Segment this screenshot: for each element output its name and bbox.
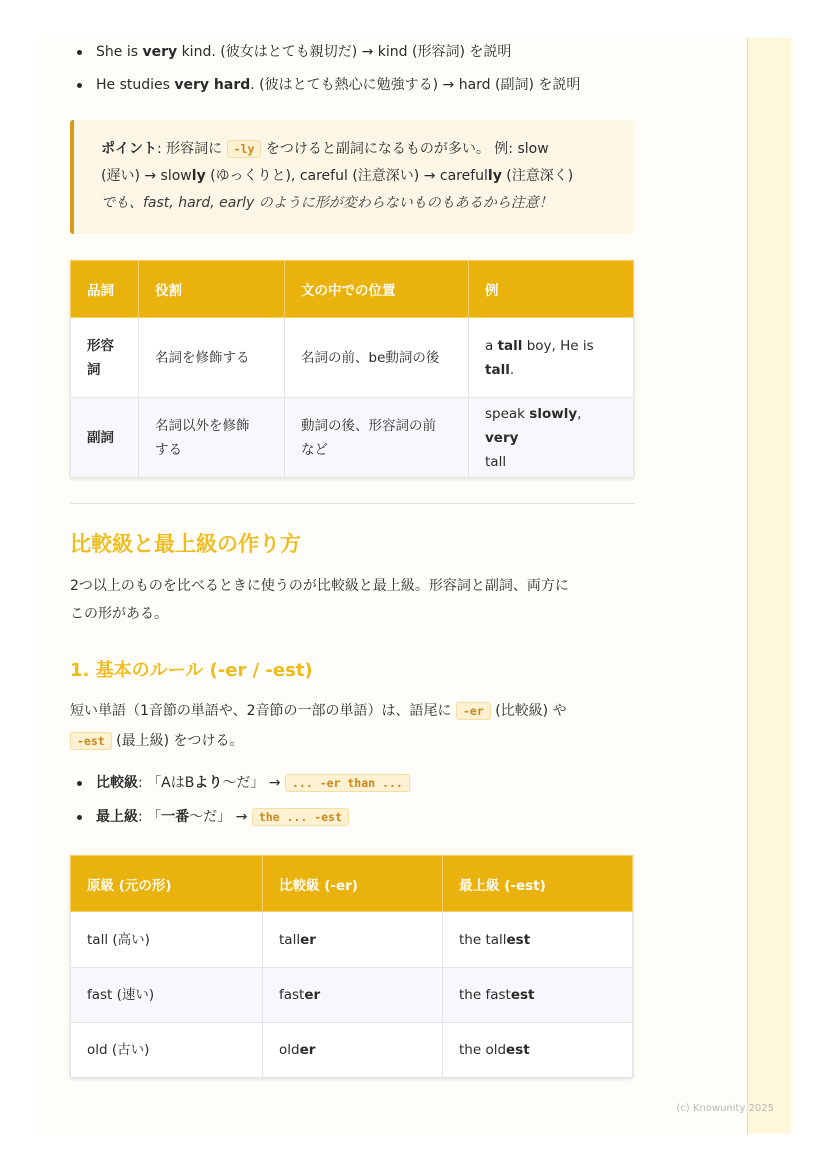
table-cell	[263, 968, 443, 1023]
list-item	[70, 75, 580, 95]
text: (遅い) → slow	[101, 168, 192, 184]
bold-text: er	[300, 931, 316, 948]
table-cell	[71, 318, 139, 398]
bold-text: ly	[191, 168, 206, 184]
section-divider	[70, 503, 635, 504]
inline-code: -er	[456, 702, 491, 720]
margin-bar	[748, 38, 791, 1134]
table-cell	[443, 1023, 633, 1078]
bold-text: est	[506, 931, 531, 948]
table-cell	[443, 968, 633, 1023]
bold-text: very	[485, 429, 519, 446]
italic-text: fast, hard, early	[143, 195, 255, 211]
text: をつけると副詞になるものが多い。 例: slow	[261, 141, 549, 157]
subsection-heading: 1. 基本のルール (-er / -est)	[70, 660, 313, 681]
table-row	[71, 912, 633, 968]
table-cell	[71, 398, 139, 478]
text: ,	[577, 405, 582, 422]
paragraph-line	[70, 696, 635, 726]
paragraph-line	[70, 726, 635, 756]
bold-text: 最上級	[96, 809, 138, 825]
text: a	[485, 337, 498, 354]
text: : 「AはB	[138, 775, 195, 791]
table-cell	[469, 318, 634, 398]
table-cell: fast (速い)	[71, 968, 263, 1023]
table-cell	[263, 912, 443, 968]
text: speak	[485, 405, 530, 422]
table-cell	[285, 398, 469, 478]
bold-text: 比較級	[96, 775, 138, 791]
table-header: 品詞	[71, 261, 139, 318]
table-cell	[443, 912, 633, 968]
table-cell: old (古い)	[71, 1023, 263, 1078]
pos-table-wrapper	[70, 260, 634, 478]
table-row	[71, 1023, 633, 1078]
text: など	[301, 441, 328, 458]
text: (ゆっくりと), careful (注意深い) → careful	[205, 168, 488, 184]
parts-of-speech-table	[70, 260, 634, 478]
table-row	[71, 398, 634, 478]
inline-code: -est	[70, 732, 112, 750]
table-cell: 名詞の前、be動詞の後	[285, 318, 469, 398]
bold-text: er	[304, 987, 321, 1003]
text: . (彼はとても熱心に勉強する) → hard (副詞) を説明	[250, 77, 581, 93]
text: She is	[96, 44, 143, 60]
bold-text: 形容	[87, 337, 114, 354]
text: .	[509, 361, 515, 378]
text: the old	[459, 1042, 507, 1058]
table-cell: tall (高い)	[71, 912, 263, 968]
bold-text: tall	[485, 361, 510, 378]
bold-text: est	[510, 987, 535, 1003]
text: 〜だ」 →	[189, 809, 252, 825]
rule-paragraph	[70, 696, 635, 756]
table-header: 例	[469, 261, 634, 318]
text: kind. (彼女はとても親切だ) → kind (形容詞) を説明	[177, 44, 512, 60]
text: (最上級) をつける。	[111, 733, 244, 749]
list-item	[70, 807, 410, 827]
text: fast	[279, 987, 305, 1003]
bold-text: 詞	[87, 361, 101, 378]
text: the tall	[459, 931, 507, 948]
example-list	[70, 42, 580, 95]
bold-text: slowly	[529, 405, 578, 422]
text: (注意深く)	[501, 168, 574, 184]
table-row	[71, 318, 634, 398]
text: tall	[279, 931, 301, 948]
text: He studies	[96, 77, 175, 93]
text: (比較級) や	[490, 703, 567, 719]
text: 名詞以外を修飾	[155, 417, 250, 434]
list-item	[70, 42, 580, 75]
text: the fast	[459, 987, 511, 1003]
copyright-footer: (c) Knowunity 2025	[676, 1103, 774, 1114]
table-header-row	[71, 856, 633, 912]
paragraph-line: 2つ以上のものを比べるときに使うのが比較級と最上級。形容詞と副詞、両方に	[70, 578, 569, 594]
text: tall	[485, 453, 507, 470]
inline-code: the ... -est	[252, 808, 349, 826]
table-header-row	[71, 261, 634, 318]
bold-text: est	[506, 1042, 530, 1058]
bold-text: very	[142, 44, 178, 60]
italic-text: のように形が変わらないものもあるから注意！	[254, 195, 553, 211]
table-cell: 名詞を修飾する	[139, 318, 285, 398]
bold-text: very hard	[174, 77, 251, 93]
inline-code: -ly	[227, 140, 262, 158]
table-cell	[139, 398, 285, 478]
text: 短い単語（1音節の単語や、2音節の一部の単語）は、語尾に	[70, 703, 456, 719]
table-header: 原級 (元の形)	[71, 856, 263, 912]
table-cell	[469, 398, 634, 478]
section-heading: 比較級と最上級の作り方	[70, 532, 301, 556]
text: : 形容詞に	[157, 141, 227, 157]
text: する	[155, 441, 182, 458]
callout-label: ポイント	[101, 141, 157, 157]
bold-text: er	[299, 1042, 316, 1058]
comparison-table-wrapper	[70, 855, 633, 1078]
table-header: 最上級 (-est)	[443, 856, 633, 912]
table-header: 役割	[139, 261, 285, 318]
bold-text: より	[194, 775, 223, 791]
bold-text: 一番	[161, 809, 190, 825]
bold-text: tall	[497, 337, 523, 354]
table-row	[71, 968, 633, 1023]
bold-text: 副詞	[87, 429, 114, 446]
text: : 「	[138, 809, 162, 825]
text: 動詞の後、形容詞の前	[301, 417, 436, 434]
table-header: 比較級 (-er)	[263, 856, 443, 912]
italic-text: でも、	[101, 195, 143, 211]
table-header: 文の中での位置	[285, 261, 469, 318]
table-cell	[263, 1023, 443, 1078]
inline-code: ... -er than ...	[285, 774, 410, 792]
comparison-table	[70, 855, 633, 1078]
section-intro	[70, 572, 635, 628]
text: boy, He is	[522, 337, 594, 354]
rule-list	[70, 773, 410, 827]
bold-text: ly	[487, 168, 502, 184]
text: old	[279, 1042, 300, 1058]
list-item	[70, 773, 410, 807]
paragraph-line: この形がある。	[70, 606, 168, 622]
tip-callout	[70, 120, 633, 234]
text: 〜だ」 →	[222, 775, 285, 791]
